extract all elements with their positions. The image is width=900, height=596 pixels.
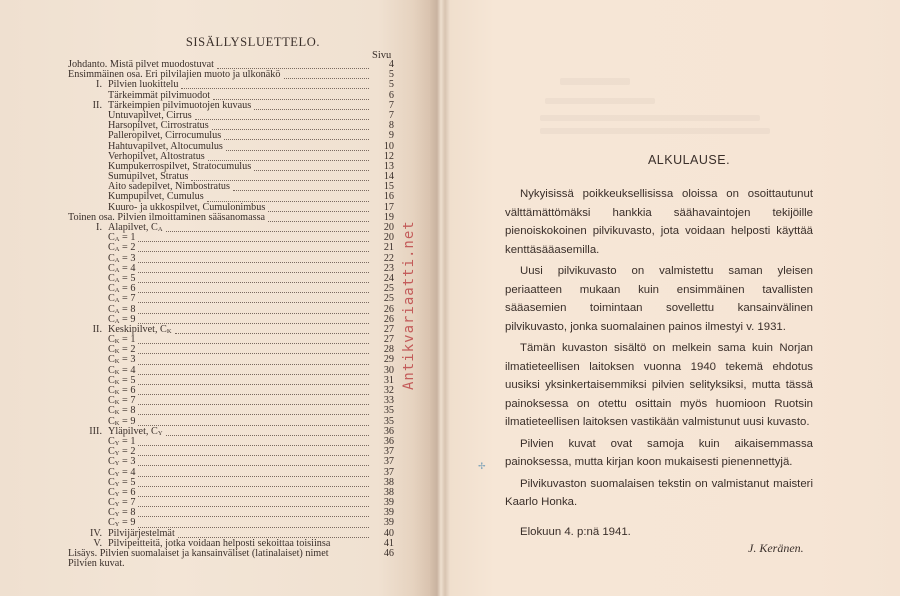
toc-entry — [68, 406, 394, 416]
toc-entry-suffix: = 9 — [119, 415, 136, 427]
toc-leader-dots — [224, 132, 369, 140]
toc-entry-page: 26 — [383, 303, 394, 315]
toc-leader-dots — [138, 479, 369, 487]
toc-entry-subscript: K — [114, 368, 120, 376]
toc-entry-subscript: A — [114, 256, 120, 264]
toc-entry-page: 7 — [388, 99, 394, 111]
toc-entry — [68, 478, 394, 488]
toc-entry-label-text: Pilvipeitteitä, jotka voidaan helposti sekoittaa toisiinsa — [108, 537, 331, 549]
toc-entry-label-text: C — [108, 466, 115, 478]
toc-entry — [68, 254, 394, 264]
watermark-text: Antikvariaatti.net — [401, 220, 417, 390]
toc-leader-dots — [138, 285, 369, 293]
toc-leader-dots — [138, 295, 369, 303]
toc-entry-label-text: C — [108, 435, 115, 447]
toc-entry-label-text: Hahtuvapilvet, Altocumulus — [108, 140, 223, 152]
toc-entry-suffix: = 3 — [119, 252, 136, 264]
preface-signature: J. Keränen. — [748, 541, 804, 555]
toc-entry-subscript: A — [114, 236, 120, 244]
toc-leader-dots — [226, 143, 369, 151]
toc-entry-page: 8 — [388, 120, 394, 132]
toc-entry-page: 25 — [383, 293, 394, 305]
toc-entry-number: IV. — [90, 527, 102, 539]
show-through-text — [540, 128, 770, 134]
toc-leader-dots — [138, 234, 369, 242]
toc-entry-label-text: Pilvien kuvat. — [68, 558, 125, 570]
toc-entry-subscript: Y — [114, 439, 120, 447]
toc-entry-subscript: A — [114, 276, 120, 284]
toc-entry-page: 31 — [383, 374, 394, 386]
toc-entry-page: 6 — [388, 89, 394, 101]
toc-leader-dots — [138, 336, 369, 344]
toc-entry-subscript: Y — [114, 470, 120, 478]
toc-entry-label — [68, 559, 125, 569]
toc-leader-dots — [138, 255, 369, 263]
toc-entry-label-text: C — [108, 262, 115, 274]
preface-date: Elokuun 4. p:nä 1941. — [520, 526, 631, 538]
toc-entry-page: 33 — [383, 395, 394, 407]
toc-entry-subscript: K — [114, 399, 120, 407]
toc-entry-subscript: A — [114, 317, 120, 325]
toc-leader-dots — [138, 275, 369, 283]
toc-entry-label-text: Harsopilvet, Cirrostratus — [108, 120, 209, 132]
toc-entry-page: 10 — [383, 140, 394, 152]
toc-entry-suffix: = 2 — [119, 446, 136, 458]
toc-entry-number: V. — [93, 537, 102, 549]
toc-entry-label-text: C — [108, 374, 115, 386]
toc-entry-subscript: Y — [114, 460, 120, 468]
toc-entry-page: 36 — [383, 425, 394, 437]
toc-entry-page: 30 — [383, 364, 394, 376]
toc-entry-label-text: Untuvapilvet, Cirrus — [108, 109, 192, 121]
toc-leader-dots — [138, 418, 369, 426]
toc-leader-dots — [268, 204, 369, 212]
toc-leader-dots — [191, 173, 369, 181]
toc-entry-subscript: Y — [114, 511, 120, 519]
toc-entry-page: 39 — [383, 507, 394, 519]
toc-entry-subscript: A — [114, 307, 120, 315]
toc-entry-page: 27 — [383, 334, 394, 346]
toc-leader-dots — [138, 306, 369, 314]
toc-leader-dots — [138, 520, 369, 528]
toc-entry-label-text: Tärkeimpien pilvimuotojen kuvaus — [108, 99, 252, 111]
toc-entry-label-text: C — [108, 507, 115, 519]
toc-leader-dots — [138, 377, 369, 385]
toc-entry-label-text: C — [108, 497, 115, 509]
toc-entry-page: 29 — [383, 354, 394, 366]
toc-entry-suffix: = 5 — [119, 272, 136, 284]
toc-leader-dots — [284, 71, 370, 79]
toc-page-column-header: Sivu — [372, 50, 392, 61]
toc-leader-dots — [138, 458, 369, 466]
toc-leader-dots — [217, 61, 369, 69]
toc-entry-subscript: K — [114, 389, 120, 396]
toc-entry-page: 22 — [383, 252, 394, 264]
toc-entry-label-text: C — [108, 405, 115, 417]
toc-entry-label-text: C — [108, 517, 115, 529]
toc-entry-label-text: Tärkeimmät pilvimuodot — [108, 89, 211, 101]
toc-entry-subscript: K — [114, 358, 120, 366]
toc-entry-label-text: C — [108, 395, 115, 407]
toc-leader-dots — [138, 346, 369, 354]
toc-entry-subscript: K — [114, 348, 120, 356]
toc-entry-number: II. — [92, 323, 102, 335]
toc-entry — [68, 386, 394, 396]
toc-entry-page: 28 — [383, 344, 394, 356]
toc-entry-page: 37 — [383, 466, 394, 478]
toc-entry-label-text: Lisäys. Pilvien suomalaiset ja kansainväliset (latinalaiset) nimet — [68, 548, 329, 559]
toc-entry — [68, 284, 394, 294]
toc-entry-label-text: Kumpukerrospilvet, Stratocumulus — [108, 160, 252, 172]
toc-leader-dots — [138, 397, 369, 405]
preface-paragraph: Tämän kuvaston sisältö on melkein sama kuin Norjan ilmatieteellisen laitoksen vuonna 1940 tekemä ehdotus uusiksi yksinkertaisemmiksi pilvien selityksiksi, mutta tässä painoksessa on otettu osittain myös huomioon Ruotsin ilmatieteellisen laitoksen vastikään valmistunut uusi kuvasto. — [505, 342, 813, 428]
toc-leader-dots — [138, 448, 369, 456]
toc-entry-label-text: Johdanto. Mistä pilvet muodostuvat — [68, 59, 215, 70]
toc-entry-label-text: Keskipilvet, C — [108, 323, 167, 335]
toc-leader-dots — [207, 194, 369, 202]
toc-entry-page: 38 — [383, 476, 394, 488]
toc-entry — [68, 243, 394, 253]
toc-entry-suffix: = 7 — [119, 395, 136, 407]
book-gutter — [430, 0, 450, 596]
toc-entry-page: 13 — [383, 160, 394, 172]
toc-entry — [68, 488, 394, 498]
toc-leader-dots — [178, 530, 369, 538]
toc-entry-suffix: = 9 — [119, 517, 136, 529]
toc-entry-page: 24 — [383, 272, 394, 284]
toc-entry — [68, 396, 394, 406]
toc-entry-page: 27 — [383, 323, 394, 335]
toc-entry-suffix: = 8 — [119, 507, 136, 519]
toc-entry-suffix: = 1 — [119, 334, 136, 346]
toc-entry-suffix: = 6 — [119, 486, 136, 498]
toc-entry-label-text: Yläpilvet, C — [108, 425, 158, 437]
toc-entry-suffix: = 8 — [119, 405, 136, 417]
toc-leader-dots — [138, 438, 369, 446]
preface-title: ALKULAUSE. — [647, 153, 731, 167]
toc-entry — [68, 223, 394, 233]
toc-entry — [68, 274, 394, 284]
preface-paragraph: Pilvien kuvat ovat samoja kuin aikaisemmassa painoksessa, mutta kirjan koon mukaisesti pienennettyjä. — [505, 437, 813, 468]
toc-leader-dots — [254, 163, 369, 171]
toc-leader-dots — [254, 102, 369, 110]
toc-leader-dots — [213, 92, 369, 100]
toc-entry-page: 5 — [388, 69, 394, 81]
preface-body — [505, 185, 813, 515]
toc-entry — [68, 447, 394, 457]
toc-entry-subscript: K — [114, 409, 120, 417]
toc-entry-subscript: K — [114, 419, 120, 427]
toc-entry-label-text: Sumupilvet, Stratus — [108, 171, 189, 183]
toc-leader-dots — [175, 326, 369, 334]
toc-entry-page: 38 — [383, 486, 394, 498]
toc-entry-label-text: C — [108, 415, 115, 427]
toc-entry-page: 25 — [383, 283, 394, 295]
toc-entry-label-text: C — [108, 354, 115, 366]
toc-entry — [68, 437, 394, 447]
toc-entry-suffix: = 4 — [119, 364, 136, 376]
toc-entry — [68, 294, 394, 304]
toc-entry-page: 35 — [383, 405, 394, 417]
toc-entry — [68, 468, 394, 478]
toc-entry — [68, 335, 394, 345]
preface-paragraph: Nykyisissä poikkeuksellisissa oloissa on osoittautunut välttämättömäksi hankkia säähavaintojen tekijöille pienoiskokoinen pilvikuvasto, jota voidaan helposti käyttää kenttäsääasemilla. — [505, 188, 813, 256]
toc-entry — [68, 233, 394, 243]
toc-entry-page: 4 — [388, 59, 394, 70]
toc-entry-page: 20 — [383, 232, 394, 244]
toc-entry-suffix: = 6 — [119, 385, 136, 396]
toc-leader-dots — [138, 265, 369, 273]
toc-entry-subscript: K — [114, 338, 120, 346]
table-of-contents — [68, 60, 394, 569]
toc-entry-subscript: Y — [114, 480, 120, 488]
toc-entry-label-text: C — [108, 313, 115, 325]
toc-entry-subscript: A — [114, 246, 120, 254]
toc-entry — [68, 305, 394, 315]
toc-entry-page: 36 — [383, 435, 394, 447]
toc-entry — [68, 559, 394, 569]
toc-entry-page: 19 — [383, 211, 394, 223]
toc-leader-dots — [181, 81, 369, 89]
toc-title: SISÄLLYSLUETTELO. — [185, 35, 321, 49]
toc-entry-page: 40 — [383, 527, 394, 539]
toc-entry-subscript: Y — [114, 501, 120, 509]
toc-entry-number: I. — [96, 79, 102, 91]
toc-entry-page: 15 — [383, 181, 394, 193]
toc-leader-dots — [332, 551, 369, 558]
toc-leader-dots — [138, 367, 369, 375]
toc-entry-page: 9 — [388, 130, 394, 142]
toc-entry-number: II. — [92, 99, 102, 111]
toc-entry-label-text: Kuuro- ja ukkospilvet, Cumulonimbus — [108, 201, 266, 213]
right-page — [450, 0, 900, 596]
toc-leader-dots — [138, 469, 369, 477]
toc-entry-label-text: C — [108, 476, 115, 488]
paper-speck-mark: ✢ — [478, 461, 486, 471]
toc-entry-suffix: = 3 — [119, 456, 136, 468]
toc-entry-label-text: C — [108, 293, 115, 305]
toc-entry — [68, 457, 394, 467]
toc-entry-label-text: Palleropilvet, Cirrocumulus — [108, 130, 222, 142]
toc-entry-label-text: C — [108, 303, 115, 315]
toc-leader-dots — [128, 561, 369, 568]
toc-entry-subscript: Y — [114, 521, 120, 529]
toc-entry-suffix: = 7 — [119, 293, 136, 305]
show-through-text — [545, 98, 655, 104]
toc-entry-page: 26 — [383, 313, 394, 325]
toc-entry-page: 32 — [383, 385, 394, 396]
left-page — [0, 0, 430, 596]
toc-entry-suffix: = 2 — [119, 242, 136, 254]
toc-leader-dots — [138, 387, 369, 395]
toc-entry-label-text: C — [108, 456, 115, 468]
toc-entry-label-text: Pilvijärjestelmät — [108, 527, 175, 539]
toc-entry-suffix: = 2 — [119, 344, 136, 356]
toc-leader-dots — [138, 489, 369, 497]
toc-entry — [68, 508, 394, 518]
toc-entry-suffix: = 5 — [119, 374, 136, 386]
toc-entry-number: I. — [96, 222, 102, 233]
toc-entry-subscript: A — [114, 297, 120, 305]
toc-entry-suffix: = 4 — [119, 466, 136, 478]
toc-entry-label-text: Verhopilvet, Altostratus — [108, 150, 205, 162]
toc-entry — [68, 376, 394, 386]
toc-entry-suffix: = 1 — [119, 232, 136, 244]
toc-entry-label-text: Ensimmäinen osa. Eri pilvilajien muoto ja ulkonäkö — [68, 69, 281, 81]
toc-entry-page: 46 — [383, 548, 394, 559]
toc-leader-dots — [138, 244, 369, 252]
toc-entry — [68, 355, 394, 365]
toc-entry-label-text: C — [108, 486, 115, 498]
toc-entry-subscript: A — [114, 287, 120, 295]
toc-entry-suffix: = 7 — [119, 497, 136, 509]
toc-entry-label-text: C — [108, 364, 115, 376]
toc-entry-subscript: A — [114, 266, 120, 274]
toc-entry-subscript: K — [114, 378, 120, 386]
toc-entry-page: 16 — [383, 191, 394, 203]
toc-entry-number: III. — [89, 425, 102, 437]
toc-entry-page: 39 — [383, 517, 394, 529]
toc-entry-subscript: A — [157, 226, 163, 233]
toc-entry-label-text: Toinen osa. Pilvien ilmoittaminen sääsanomassa — [68, 211, 266, 223]
toc-entry — [68, 366, 394, 376]
toc-entry-suffix: = 3 — [119, 354, 136, 366]
toc-entry-label-text: C — [108, 272, 115, 284]
toc-entry-label-text: Kumpupilvet, Cumulus — [108, 191, 204, 203]
toc-entry — [68, 498, 394, 508]
toc-entry-page: 23 — [383, 262, 394, 274]
toc-leader-dots — [212, 122, 369, 130]
toc-entry-page: 20 — [383, 222, 394, 233]
toc-entry-page: 37 — [383, 456, 394, 468]
toc-entry — [68, 325, 394, 335]
toc-leader-dots — [138, 499, 369, 507]
toc-entry-suffix: = 8 — [119, 303, 136, 315]
toc-entry-label-text: C — [108, 334, 115, 346]
toc-entry-label-text: C — [108, 252, 115, 264]
toc-leader-dots — [233, 183, 369, 191]
toc-entry-label-text: Aito sadepilvet, Nimbostratus — [108, 181, 230, 193]
toc-entry-page: 14 — [383, 171, 394, 183]
toc-leader-dots — [138, 407, 369, 415]
toc-entry-subscript: Y — [114, 490, 120, 498]
toc-entry-label-text: C — [108, 242, 115, 254]
toc-entry-page: 35 — [383, 415, 394, 427]
toc-entry — [68, 427, 394, 437]
toc-entry-label-text: C — [108, 385, 115, 396]
show-through-text — [540, 115, 760, 121]
toc-entry-page: 17 — [383, 201, 394, 213]
toc-leader-dots — [195, 112, 369, 120]
preface-paragraph: Uusi pilvikuvasto on valmistettu saman yleisen periaatteen mukaan kuin ensimmäinen tavallisten sääasemien toimintaan sovellettu kansainvälinen pilvikuvasto, jonka suomalainen painos ilmestyi v. 1931. — [505, 265, 813, 333]
toc-leader-dots — [138, 316, 369, 324]
toc-entry-subscript: K — [166, 327, 172, 335]
toc-leader-dots — [268, 214, 369, 222]
toc-entry-label-text: C — [108, 344, 115, 356]
toc-entry-suffix: = 4 — [119, 262, 136, 274]
toc-entry-page: 21 — [383, 242, 394, 254]
toc-entry-page: 37 — [383, 446, 394, 458]
toc-entry-label-text: Pilvien luokittelu — [108, 79, 179, 91]
toc-leader-dots — [138, 357, 369, 365]
toc-entry-label-text: C — [108, 232, 115, 244]
toc-entry-suffix: = 6 — [119, 283, 136, 295]
toc-entry-page: 41 — [383, 537, 394, 549]
toc-entry-page: 39 — [383, 497, 394, 509]
toc-entry-label-text: C — [108, 283, 115, 295]
toc-entry-label-text: C — [108, 446, 115, 458]
toc-leader-dots — [333, 540, 369, 547]
toc-entry-label-text: Alapilvet, C — [108, 222, 158, 233]
toc-entry-subscript: Y — [114, 450, 120, 458]
toc-entry — [68, 264, 394, 274]
toc-entry-page: 12 — [383, 150, 394, 162]
toc-leader-dots — [138, 509, 369, 517]
toc-leader-dots — [208, 153, 369, 161]
toc-entry-page: 5 — [388, 79, 394, 91]
show-through-text — [560, 78, 630, 85]
toc-leader-dots — [166, 428, 369, 436]
toc-entry — [68, 345, 394, 355]
preface-paragraph: Pilvikuvaston suomalaisen tekstin on valmistanut maisteri Kaarlo Honka. — [505, 477, 813, 508]
toc-entry-page: 7 — [388, 109, 394, 121]
toc-entry-subscript: Y — [157, 429, 163, 437]
toc-leader-dots — [166, 224, 369, 232]
toc-entry-suffix: = 5 — [119, 476, 136, 488]
toc-entry-suffix: = 1 — [119, 435, 136, 447]
toc-entry-suffix: = 9 — [119, 313, 136, 325]
